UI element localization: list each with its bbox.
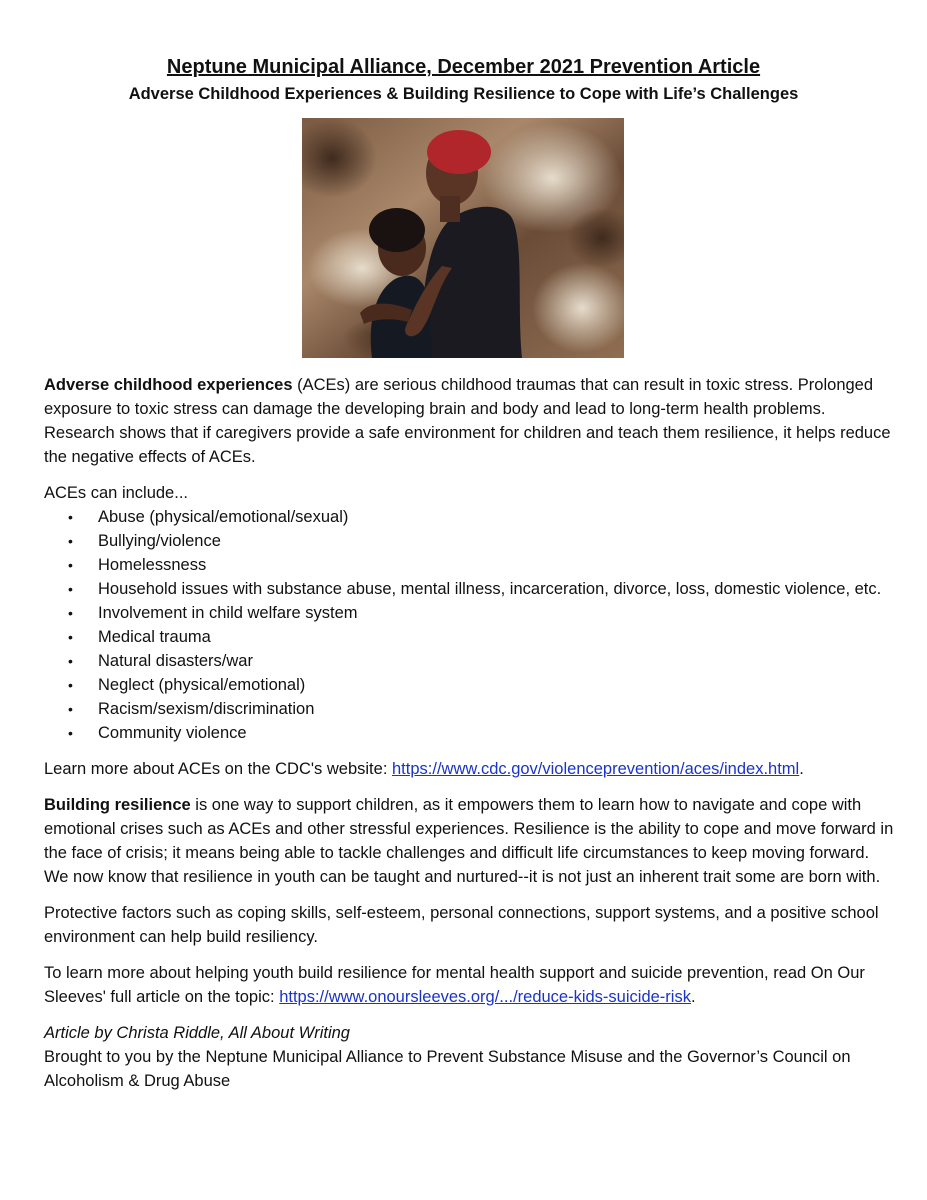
list-item-text: Racism/sexism/discrimination: [98, 700, 315, 718]
cdc-link[interactable]: https://www.cdc.gov/violenceprevention/aces/index.html: [392, 760, 800, 778]
list-item-text: Involvement in child welfare system: [98, 604, 358, 622]
protective-factors-paragraph: Protective factors such as coping skills, self-esteem, personal connections, support systems, and a positive school environment can help build resiliency.: [44, 904, 879, 946]
list-item: [44, 625, 898, 649]
list-item: [44, 697, 898, 721]
aces-list-intro: ACEs can include...: [44, 484, 188, 502]
cdc-text: Learn more about ACEs on the CDC's website:: [44, 760, 392, 778]
resilience-text: is one way to support children, as it empowers them to learn how to navigate and cope with emotional crises such as ACEs and other stressful experiences. Resilience is the ability to cope and move forward in the face of crisis; it means being able to tackle challenges and difficult life circumstances to keep moving forward. We now know that resilience in youth can be taught and nurtured--it is not just an inherent trait some are born with.: [44, 796, 894, 886]
bullet-icon: •: [68, 677, 73, 693]
list-item-text: Homelessness: [98, 556, 207, 574]
cdc-period: .: [799, 760, 804, 778]
aces-list: [44, 505, 894, 745]
bullet-icon: •: [68, 581, 73, 597]
learn-more-period: .: [690, 988, 696, 1006]
list-item-text: Neglect (physical/emotional): [98, 676, 306, 694]
list-item: [44, 505, 898, 529]
list-item: [44, 601, 898, 625]
bullet-icon: •: [68, 629, 73, 645]
list-item-text: Bullying/violence: [98, 532, 221, 550]
cdc-paragraph: [44, 757, 894, 781]
intro-paragraph: [44, 373, 894, 469]
article-body: [44, 373, 894, 1093]
intro-text: (ACEs) are serious childhood traumas that can result in toxic stress. Prolonged exposure to toxic stress can damage the developing brain and body and lead to long-term health problems. Research shows that if caregivers provide a safe environment for children and teach them resilience, it helps reduce the negative effects of ACEs.: [44, 376, 891, 466]
onoursleeves-link[interactable]: https://www.onoursleeves.org/.../reduce-kids-suicide-risk: [279, 988, 691, 1006]
list-item-text: Natural disasters/war: [98, 652, 253, 670]
list-item-text: Community violence: [98, 724, 247, 742]
article-subtitle: Adverse Childhood Experiences & Building Resilience to Cope with Life’s Challenges: [128, 85, 799, 103]
bullet-icon: •: [68, 605, 73, 621]
list-item: [44, 649, 898, 673]
article-title: Neptune Municipal Alliance, December 2021 Prevention Article: [166, 56, 761, 78]
aces-term: Adverse childhood experiences: [44, 376, 293, 394]
sponsor-credit: Brought to you by the Neptune Municipal Alliance to Prevent Substance Misuse and the Governor’s Council on Alcoholism & Drug Abuse: [44, 1048, 851, 1090]
list-item-text: Household issues with substance abuse, mental illness, incarceration, divorce, loss, domestic violence, etc.: [98, 580, 882, 598]
bullet-icon: •: [68, 533, 73, 549]
bullet-icon: •: [68, 509, 73, 525]
list-item: [44, 673, 898, 697]
list-item: [44, 721, 898, 745]
list-item: [44, 529, 898, 553]
list-item-text: Abuse (physical/emotional/sexual): [98, 508, 349, 526]
hug-photo: [302, 118, 624, 358]
resilience-paragraph: [44, 793, 894, 889]
list-item: [44, 577, 898, 601]
author-byline: Article by Christa Riddle, All About Writing: [44, 1024, 350, 1042]
bullet-icon: •: [68, 653, 73, 669]
learn-more-paragraph: [44, 961, 894, 1009]
bullet-icon: •: [68, 701, 73, 717]
list-item-text: Medical trauma: [98, 628, 211, 646]
learn-more-text: To learn more about helping youth build resilience for mental health support and suicide prevention, read On Our Sleeves' full article on the topic:: [44, 964, 865, 1006]
bullet-icon: •: [68, 557, 73, 573]
resilience-term: Building resilience: [44, 796, 191, 814]
list-item: [44, 553, 898, 577]
bullet-icon: •: [68, 725, 73, 741]
